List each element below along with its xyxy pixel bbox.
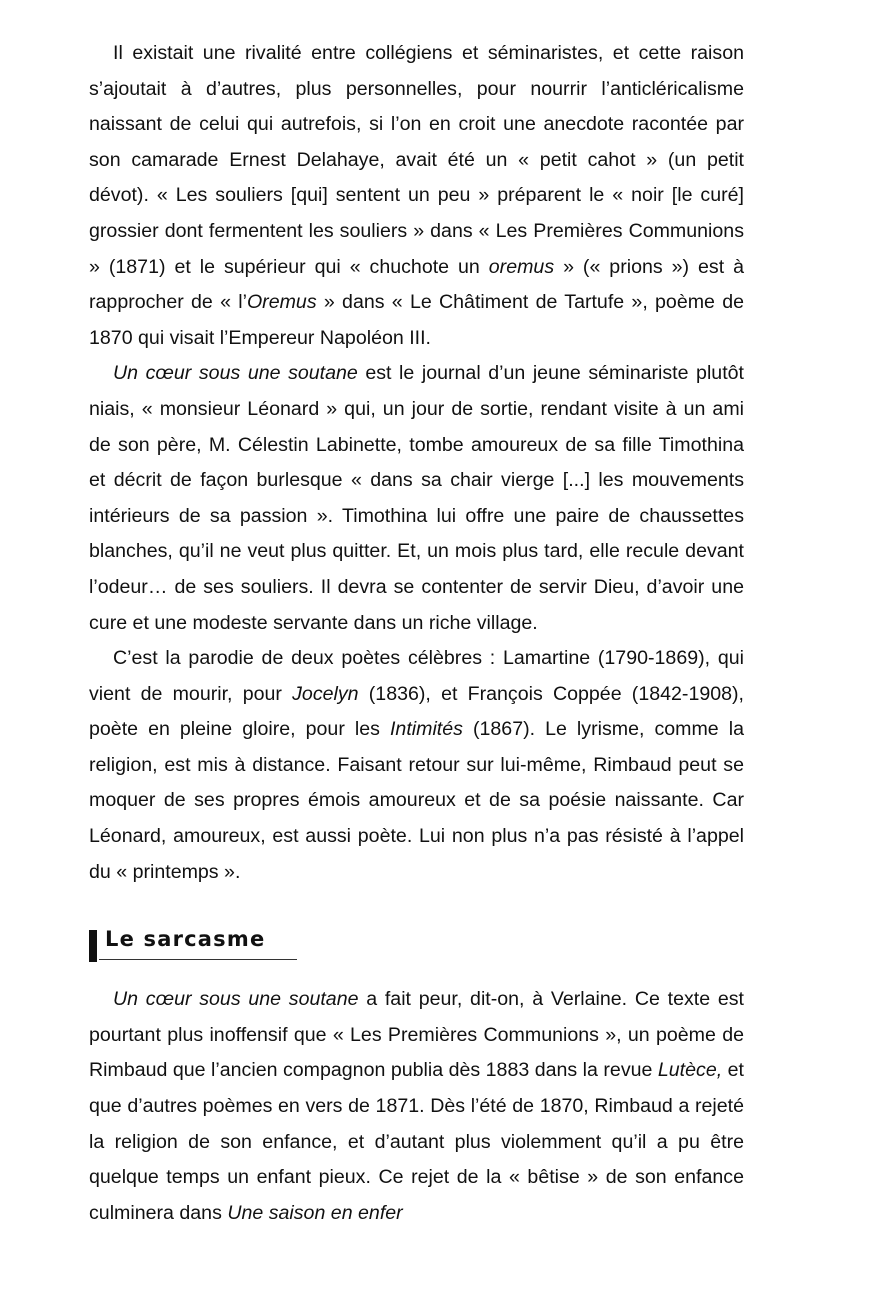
italic-run: Un cœur sous une soutane [113,988,359,1011]
heading-underline [99,959,297,960]
paragraph-3 [89,641,744,890]
section-heading-text: Le sarcasme [105,927,266,952]
heading-bar [89,930,97,962]
italic-run: Une saison en enfer [227,1201,403,1224]
italic-run: Un cœur sous une soutane [113,362,358,385]
text-run: (1836), et François Coppée (1842-1908), poète en pleine gloire, pour les [89,682,744,741]
italic-run: oremus [488,255,555,278]
italic-run: Lutèce, [657,1059,723,1082]
text-run: (1867). Le lyrisme, comme la religion, est mis à distance. Faisant retour sur lui-même, Rimbaud peut se moquer de ses propres émois amoureux et de sa poésie naissante. Car Léonard, amoureux, est aussi poète. Lui non plus n’a pas résisté à l’appel du « printemps ». [89,718,744,883]
text-run: a fait peur, dit-on, à Verlaine. Ce texte est pourtant plus inoffensif que « Les Premières Communions », un poème de Rimbaud que l’ancien compagnon publia dès 1883 dans la revue [89,988,744,1082]
italic-run: Jocelyn [292,682,359,705]
paragraph-2 [89,356,744,641]
text-run: » (« prions ») est à rapprocher de « l’ [89,255,744,314]
text-run: est le journal d’un jeune séminariste plutôt niais, « monsieur Léonard » qui, un jour de sortie, rendant visite à un ami de son père, M. Célestin Labinette, tombe amoureux de sa fille Timothina et décrit de façon burlesque « dans sa chair vierge [...] les mouvements intérieurs de sa passion ». Timothina lui offre une paire de chaussettes blanches, qu’il ne veut plus quitter. Et, un mois plus tard, elle recule devant l’odeur… de ses souliers. Il devra se contenter de servir Dieu, d’avoir une cure et une modeste servante dans un riche village. [89,362,744,634]
text-run: et que d’autres poèmes en vers de 1871. Dès l’été de 1870, Rimbaud a rejeté la religion de son enfance, et d’autant plus violemment qu’il a pu être quelque temps un enfant pieux. Ce rejet de la « bêtise » de son enfance culminera dans [89,1059,744,1224]
section-heading [89,926,744,964]
text-run: Il existait une rivalité entre collégiens et séminaristes, et cette raison s’ajoutait à d’autres, plus personnelles, pour nourrir l’anticléricalisme naissant de celui qui autrefois, si l’on en croit une anecdote racontée par son camarade Ernest Delahaye, avait été un « petit cahot » (un petit dévot). « Les souliers [qui] sentent un peu » préparent le « noir [le curé] grossier dont fermentent les souliers » dans « Les Premières Communions » (1871) et le supérieur qui « chuchote un [89,42,744,278]
document-page [89,36,744,1231]
text-run: » dans « Le Châtiment de Tartufe », poème de 1870 qui visait l’Empereur Napoléon III. [89,291,744,349]
text-run: C’est la parodie de deux poètes célèbres : Lamartine (1790-1869), qui vient de mourir, pour [89,647,744,705]
italic-run: Intimités [389,718,463,741]
paragraph-4 [89,982,744,1231]
paragraph-1 [89,36,744,356]
italic-run: Oremus [246,291,317,314]
